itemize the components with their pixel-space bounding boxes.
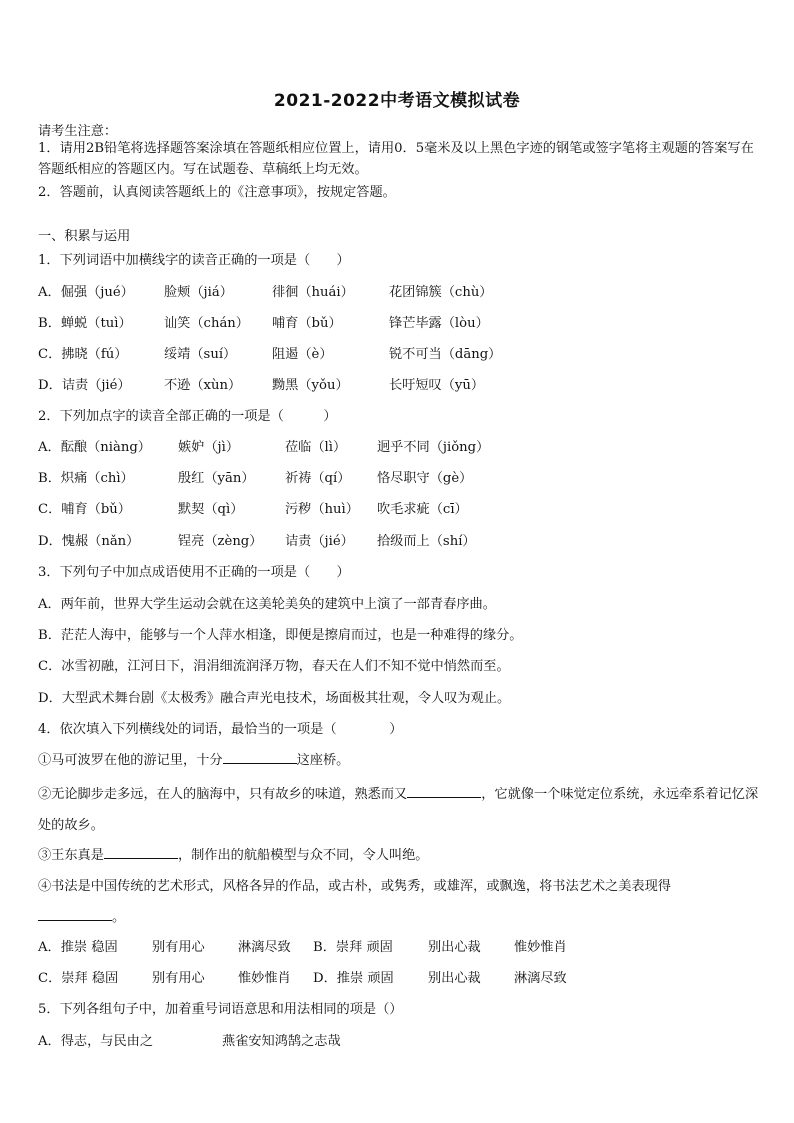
fill-blank xyxy=(407,785,481,798)
question-1-stem: 1．下列词语中加横线字的读音正确的一项是（ ） xyxy=(38,253,350,268)
exam-page: 2021-2022中考语文模拟试卷 请考生注意： 1．请用2B铅笔将选择题答案涂填在答题纸相应位置上，请用0．5毫米及以上黑色字迹的钢笔或签字笔将主观题的答案写在答题纸相应的答题区内。写在试题卷、草稿纸上均无效。 2．答题前，认真阅读答题纸上的《注意事项》，按规定答题。 一、积累与运用 1．下列词语中加横线字的读音正确的一项是（ ） A．倔强（jué） 脸颊（jiá） 徘徊（huái） 花团锦簇（chù） B．蝉蜕（tuì） 讪笑（chán） 哺育（bǔ） 锋芒毕露（lòu） C．拂晓（fú） 绥靖（suí） 阻遏（è） 锐不可当（dāng） D．诘责（jié） 不逊（xùn） 黝黑（yǒu） 长吁短叹（yū） 2．下列加点字的读音全部正确的一项是（ ） A．酝酿（niàng） 嫉妒（jì） 莅临（lì） 迥乎不同（jiǒng） B．炽痛（chì） 殷红（yān） 祈祷（qí） 恪尽职守（gè） C．哺育（bǔ） 默契（qì） 污秽（huì） 吹毛求疵（cī） D．愧赧（nǎn） 锃亮（zèng） 诘责（jié） 拾级而上（shí） 3．下列句子中加点成语使用不正确的一项是（ ） A．两年前，世界大学生运动会就在这美轮美奂的建筑中上演了一部青春序曲。 B．茫茫人海中，能够与一个人萍水相逢，即便是擦肩而过，也是一种难得的缘分。 C．冰雪初融，江河日下，涓涓细流润泽万物，春天在人们不知不觉中悄然而至。 D．大型武术舞台剧《太极秀》融合声光电技术，场面极其壮观，令人叹为观止。 4．依次填入下列横线处的词语，最恰当的一项是（ ） ①马可波罗在他的游记里，十分 这座桥。 ②无论脚步走多远，在人的脑海中，只有故乡的味道，熟悉而又 ，它就像一个味觉定位系统，永远牵系着记忆深处的故乡。 ③王东真是 ，制作出的航船模型与众不同，令人叫绝。 ④书法是中国传统的艺术形式，风格各异的作品，或古朴，或隽秀，或雄浑，或飘逸，将书法艺术之美表现得 。 A．推崇 稳固 别有用心 淋漓尽致 B．崇拜 顽固 别出心裁 惟妙惟肖 C．崇拜 稳固 别有用心 惟妙惟肖 D．推崇 顽固 别出心裁 淋漓尽致 5．下列各组句子中，加着重号词语意思和用法相同的项是（） A．得志，与民由之 燕雀安知鸿鹄之志哉 xyxy=(0,0,794,1123)
notice-item-1: 1．请用2B铅笔将选择题答案涂填在答题纸相应位置上，请用0．5毫米及以上黑色字迹的钢笔或签字笔将主观题的答案写在答题纸相应的答题区内。写在试题卷、草稿纸上均无效。 xyxy=(38,141,754,177)
q3-option-c: C．冰雪初融，江河日下，涓涓细流润泽万物，春天在人们不知不觉中悄然而至。 xyxy=(38,659,510,674)
q3-option-a: A．两年前，世界大学生运动会就在这美轮美奂的建筑中上演了一部青春序曲。 xyxy=(38,597,496,612)
q4-sentence-4-end: 。 xyxy=(38,906,125,925)
q4-sentence-4: ④书法是中国传统的艺术形式，风格各异的作品，或古朴，或隽秀，或雄浑，或飘逸，将书法艺术之美表现得 xyxy=(38,879,671,894)
q4-sentence-2: ②无论脚步走多远，在人的脑海中，只有故乡的味道，熟悉而又 ，它就像一个味觉定位系统，永远牵系着记忆深处的故乡。 xyxy=(38,787,759,833)
fill-blank xyxy=(223,751,297,764)
question-4-stem: 4．依次填入下列横线处的词语，最恰当的一项是（ ） xyxy=(38,722,403,737)
page-title: 2021-2022中考语文模拟试卷 xyxy=(273,91,521,111)
q3-option-b: B．茫茫人海中，能够与一个人萍水相逢，即便是擦肩而过，也是一种难得的缘分。 xyxy=(38,628,523,643)
notice-heading: 请考生注意： xyxy=(38,124,118,139)
fill-blank xyxy=(38,908,112,921)
q4-sentence-1: ①马可波罗在他的游记里，十分 这座桥。 xyxy=(38,753,350,768)
section-heading: 一、积累与运用 xyxy=(38,229,131,244)
fill-blank xyxy=(104,846,178,859)
q3-option-d: D．大型武术舞台剧《太极秀》融合声光电技术，场面极其壮观，令人叹为观止。 xyxy=(38,691,511,706)
notice-item-2: 2．答题前，认真阅读答题纸上的《注意事项》，按规定答题。 xyxy=(38,185,396,200)
q4-sentence-3: ③王东真是 ，制作出的航船模型与众不同，令人叫绝。 xyxy=(38,848,429,863)
question-2-stem: 2．下列加点字的读音全部正确的一项是（ ） xyxy=(38,409,337,424)
question-5-stem: 5．下列各组句子中，加着重号词语意思和用法相同的项是（） xyxy=(38,1002,403,1017)
question-3-stem: 3．下列句子中加点成语使用不正确的一项是（ ） xyxy=(38,565,350,580)
